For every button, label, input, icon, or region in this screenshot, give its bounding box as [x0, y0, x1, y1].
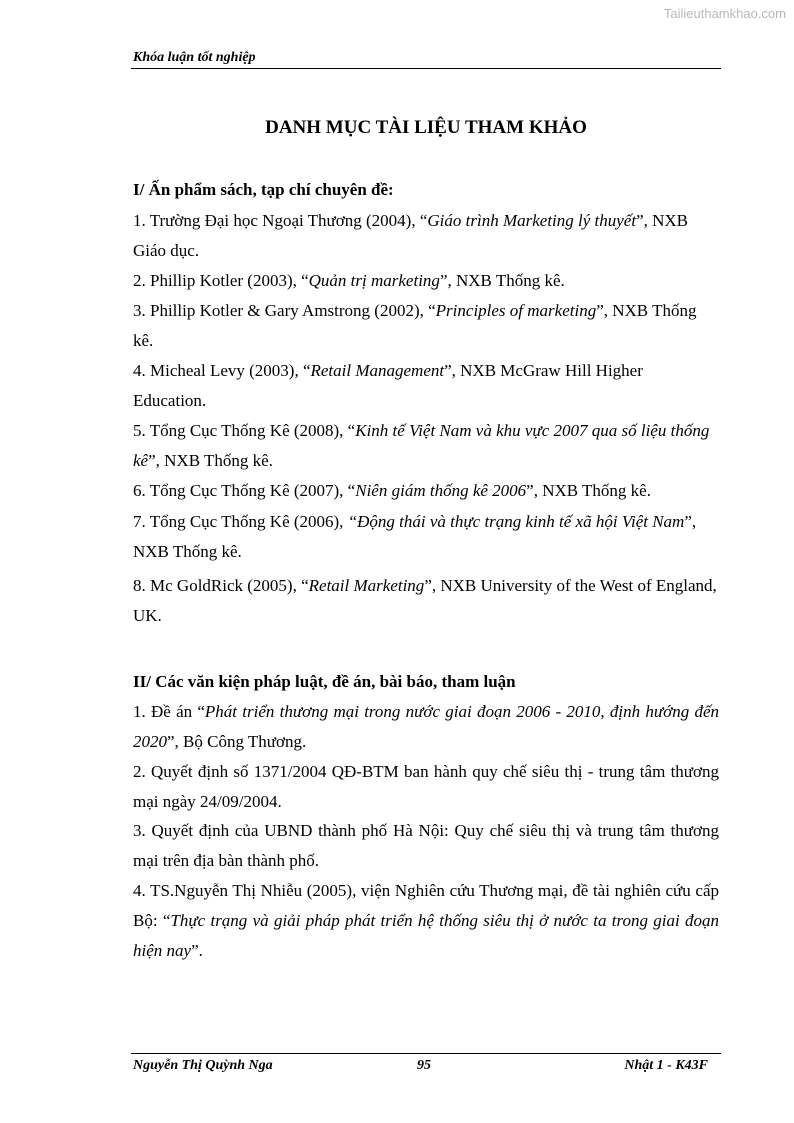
- reference-item: 3. Phillip Kotler & Gary Amstrong (2002), “Principles of marketing”, NXB Thống kê.: [133, 301, 697, 350]
- footer-class: Nhật 1 - K43F: [624, 1058, 708, 1073]
- reference-item: 2. Quyết định số 1371/2004 QĐ-BTM ban hành quy chế siêu thị - trung tâm thương mại ngày 24/09/2004.: [133, 762, 719, 811]
- section-title: II/ Các văn kiện pháp luật, đề án, bài báo, tham luận: [133, 672, 516, 691]
- page-number: 95: [417, 1058, 431, 1073]
- reference-item: 7. Tổng Cục Thống Kê (2006), “Động thái và thực trạng kinh tế xã hội Việt Nam”, NXB Thống kê.: [133, 512, 697, 561]
- section-title: I/ Ấn phẩm sách, tạp chí chuyên đề:: [133, 180, 394, 199]
- header-rule: [131, 68, 721, 69]
- reference-item: 8. Mc GoldRick (2005), “Retail Marketing”, NXB University of the West of England, UK.: [133, 576, 717, 625]
- reference-item: 2. Phillip Kotler (2003), “Quản trị marketing”, NXB Thống kê.: [133, 271, 565, 290]
- page-title: DANH MỤC TÀI LIỆU THAM KHẢO: [265, 117, 587, 138]
- footer-rule: [131, 1053, 721, 1054]
- reference-item: 4. TS.Nguyễn Thị Nhiễu (2005), viện Nghiên cứu Thương mại, đề tài nghiên cứu cấp Bộ: “Thực trạng và giải pháp phát triển hệ thống siêu thị ở nước ta trong giai đoạn hiện nay”.: [133, 881, 719, 960]
- reference-item: 6. Tổng Cục Thống Kê (2007), “Niên giám thống kê 2006”, NXB Thống kê.: [133, 481, 651, 500]
- reference-item: 1. Trường Đại học Ngoại Thương (2004), “Giáo trình Marketing lý thuyết”, NXB Giáo dục.: [133, 211, 689, 260]
- reference-item: 1. Đề án “Phát triển thương mại trong nước giai đoạn 2006 - 2010, định hướng đến 2020”, Bộ Công Thương.: [133, 702, 719, 751]
- footer-author: Nguyễn Thị Quỳnh Nga: [133, 1058, 273, 1073]
- reference-item: 4. Micheal Levy (2003), “Retail Management”, NXB McGraw Hill Higher Education.: [133, 361, 643, 410]
- header-title: Khóa luận tốt nghiệp: [133, 50, 256, 65]
- reference-item: 3. Quyết định của UBND thành phố Hà Nội: Quy chế siêu thị và trung tâm thương mại trên địa bàn thành phố.: [133, 821, 719, 870]
- reference-item: 5. Tổng Cục Thống Kê (2008), “Kinh tế Việt Nam và khu vực 2007 qua số liệu thống kê”, NXB Thống kê.: [133, 421, 710, 470]
- watermark: Tailieuthamkhao.com: [663, 6, 786, 21]
